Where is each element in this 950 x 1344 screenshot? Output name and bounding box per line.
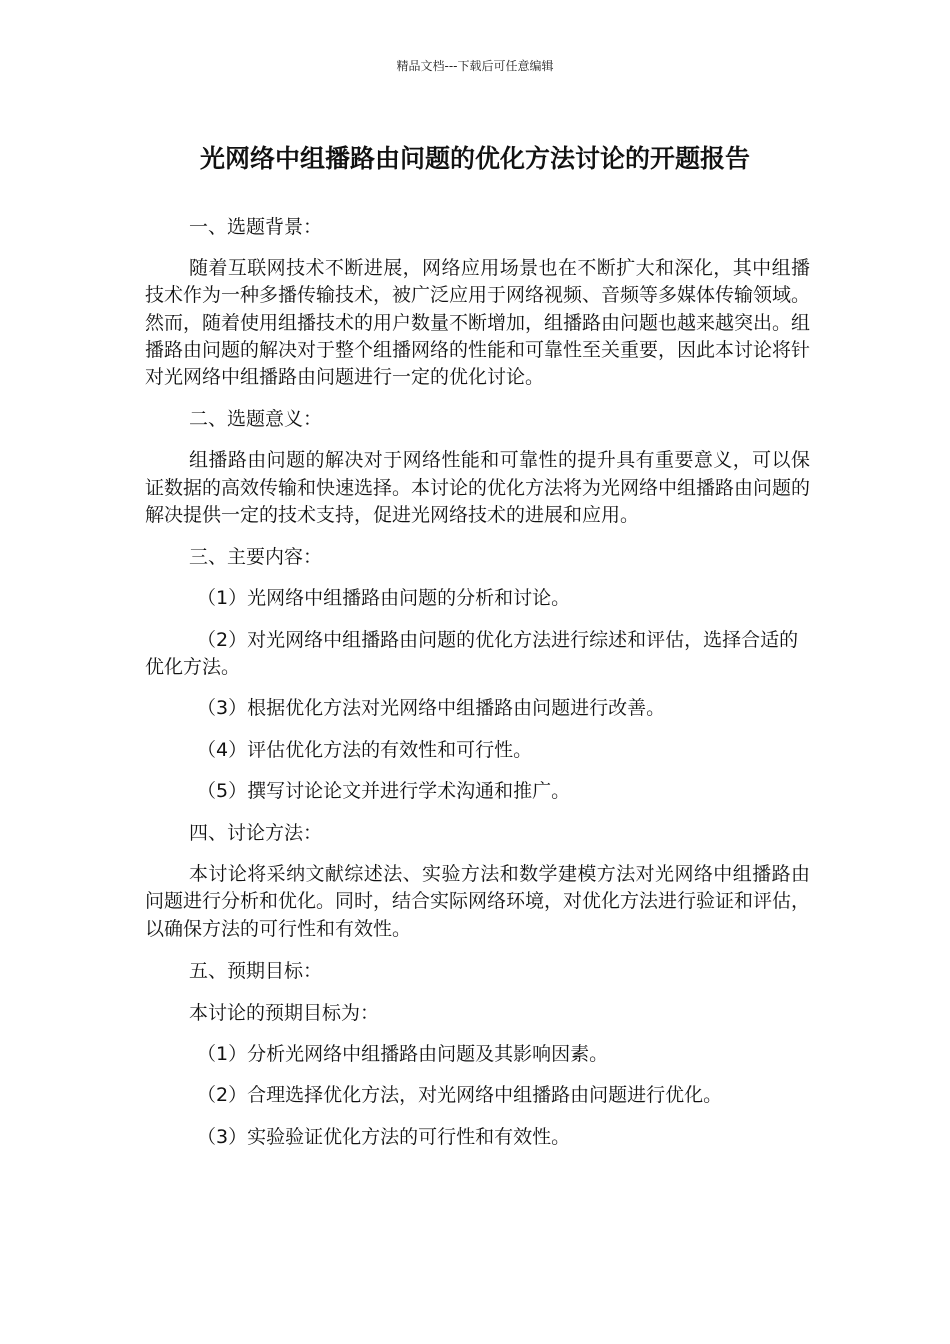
section-heading-content: 三、主要内容： <box>189 546 323 569</box>
section-heading-significance: 二、选题意义： <box>189 408 323 431</box>
document-title: 光网络中组播路由问题的优化方法讨论的开题报告 <box>199 144 750 173</box>
paragraph-significance: 组播路由问题的解决对于网络性能和可靠性的提升具有重要意义，可以保证数据的高效传输和快速选择。本讨论的优化方法将为光网络中组播路由问题的解决提供一定的技术支持，促进光网络技术的进展和应用。 <box>145 449 811 527</box>
content-item-3: （3）根据优化方法对光网络中组播路由问题进行改善。 <box>197 697 666 720</box>
goals-intro: 本讨论的预期目标为： <box>189 1002 380 1025</box>
document-body <box>145 213 810 1165</box>
paragraph-method: 本讨论将采纳文献综述法、实验方法和数学建模方法对光网络中组播路由问题进行分析和优化。同时，结合实际网络环境，对优化方法进行验证和评估，以确保方法的可行性和有效性。 <box>145 863 811 940</box>
goal-item-2: （2）合理选择优化方法，对光网络中组播路由问题进行优化。 <box>197 1084 723 1107</box>
section-heading-background: 一、选题背景： <box>189 216 323 238</box>
content-item-4: （4）评估优化方法的有效性和可行性。 <box>197 738 533 761</box>
goal-item-1: （1）分析光网络中组播路由问题及其影响因素。 <box>197 1043 609 1066</box>
content-item-2: （2）对光网络中组播路由问题的优化方法进行综述和评估，选择合适的优化方法。 <box>145 628 799 678</box>
header-note: 精品文档---下载后可任意编辑 <box>396 59 554 73</box>
content-item-1: （1）光网络中组播路由问题的分析和讨论。 <box>197 587 571 610</box>
goal-item-3: （3）实验验证优化方法的可行性和有效性。 <box>197 1125 571 1148</box>
section-heading-goals: 五、预期目标： <box>189 960 323 983</box>
paragraph-background: 随着互联网技术不断进展，网络应用场景也在不断扩大和深化，其中组播技术作为一种多播传输技术，被广泛应用于网络视频、音频等多媒体传输领域。然而，随着使用组播技术的用户数量不断增加，组播路由问题也越来越突出。组播路由问题的解决对于整个组播网络的性能和可靠性至关重要，因此本讨论将针对光网络中组播路由问题进行一定的优化讨论。 <box>145 257 811 389</box>
content-item-5: （5）撰写讨论论文并进行学术沟通和推广。 <box>197 779 571 802</box>
section-heading-method: 四、讨论方法： <box>189 822 323 845</box>
